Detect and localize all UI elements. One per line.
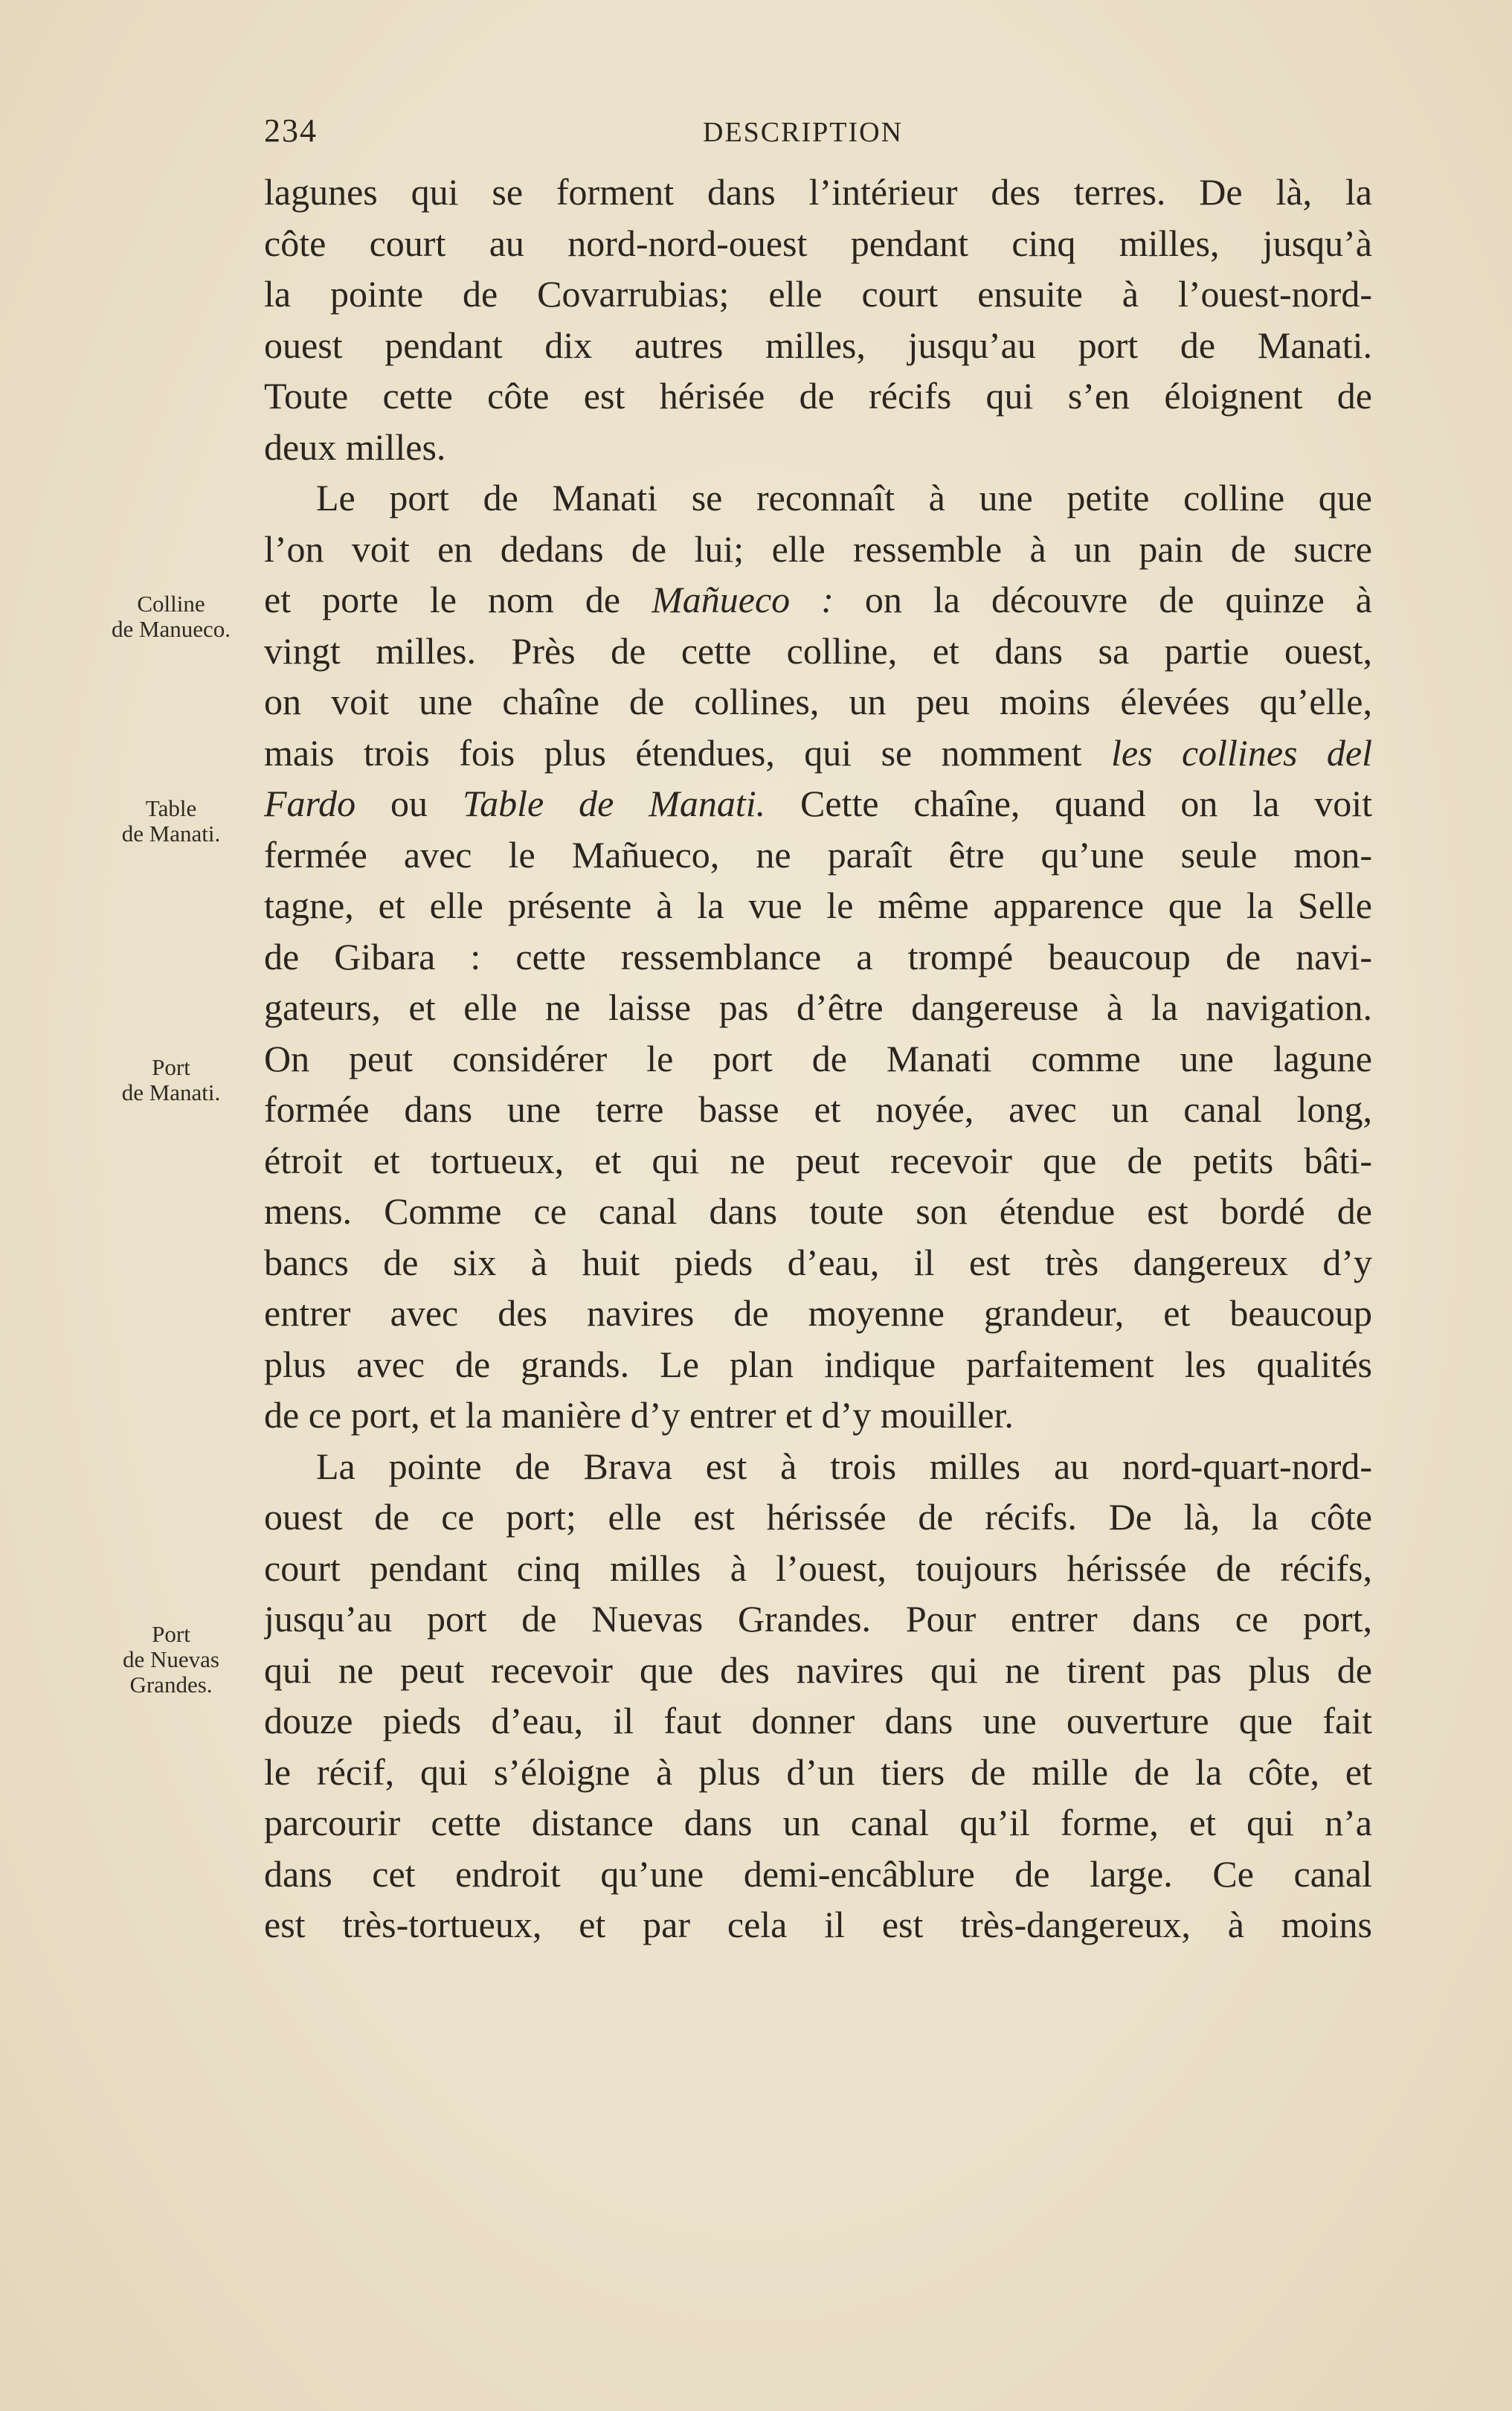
margin-note-port-manati — [89, 1055, 253, 1105]
text-line-mixed — [264, 574, 1372, 626]
text-line: douze pieds d’eau, il faut donner dans une ouverture que fait — [264, 1700, 1372, 1741]
text-line: qui ne peut recevoir que des navires qui ne tirent pas plus de — [264, 1648, 1372, 1691]
text-line: Toute cette côte est hérisée de récifs qui s’en éloignent de — [264, 375, 1372, 417]
text-line-mixed — [264, 728, 1372, 779]
text-segment: on la découvre de quinze à — [833, 579, 1372, 620]
text-line: La pointe de Brava est à trois milles au nord-quart-nord- — [316, 1445, 1372, 1487]
text-line: formée dans une terre basse et noyée, avec un canal long, — [264, 1088, 1372, 1130]
page-number: 234 — [264, 112, 318, 149]
margin-note-port-nuevas-grandes — [89, 1622, 253, 1698]
text-line: gateurs, et elle ne laisse pas d’être dangereuse à la navigation. — [264, 986, 1372, 1028]
margin-note-line: de Manati. — [121, 821, 221, 847]
margin-note-line: Grandes. — [129, 1672, 213, 1698]
margin-note-table — [89, 796, 253, 847]
margin-note-line: de Nuevas — [123, 1646, 219, 1672]
text-line-mixed — [264, 778, 1372, 829]
margin-note-line: Table — [145, 795, 197, 821]
italic-term: Mañueco : — [652, 579, 834, 620]
text-line: de Gibara : cette ressemblance a trompé beaucoup de navi- — [264, 935, 1372, 977]
text-line: on voit une chaîne de collines, un peu moins élevées qu’elle, — [264, 681, 1372, 722]
text-segment: Cette chaîne, quand on la voit — [765, 783, 1372, 824]
text-line: le récif, qui s’éloigne à plus d’un tiers de mille de la côte, et — [264, 1750, 1372, 1793]
margin-note-line: de Manati. — [121, 1079, 221, 1105]
margin-note-line: Colline — [137, 591, 205, 617]
text-line: ouest de ce port; elle est hérissée de récifs. De là, la côte — [264, 1496, 1372, 1538]
italic-term: Table de Manati. — [462, 783, 766, 824]
text-line: On peut considérer le port de Manati comme une lagune — [264, 1037, 1372, 1079]
text-line: lagunes qui se forment dans l’intérieur des terres. De là, la — [264, 171, 1372, 213]
text-line: de ce port, et la manière d’y entrer et d’y mouiller. — [264, 1394, 1014, 1436]
text-line: ouest pendant dix autres milles, jusqu’au port de Manati. — [264, 324, 1372, 366]
text-segment: mais trois fois plus étendues, qui se nomment — [264, 731, 1111, 774]
margin-note-colline — [89, 591, 253, 642]
text-line: côte court au nord-nord-ouest pendant cinq milles, jusqu’à — [264, 222, 1372, 264]
body-text — [264, 167, 1372, 1951]
text-line: entrer avec des navires de moyenne grandeur, et beaucoup — [264, 1292, 1372, 1334]
margin-note-line: de Manueco. — [111, 616, 231, 642]
text-line: étroit et tortueux, et qui ne peut recevoir que de petits bâti- — [264, 1139, 1372, 1181]
text-line: parcourir cette distance dans un canal qu’il forme, et qui n’a — [264, 1802, 1372, 1843]
text-line: dans cet endroit qu’une demi-encâblure de large. Ce canal — [264, 1852, 1372, 1895]
margin-note-line: Port — [152, 1621, 190, 1647]
text-segment: ou — [356, 783, 463, 824]
text-line: jusqu’au port de Nuevas Grandes. Pour entrer dans ce port, — [264, 1598, 1372, 1640]
text-line: plus avec de grands. Le plan indique parfaitement les qualités — [264, 1343, 1372, 1385]
margin-note-line: Port — [152, 1054, 190, 1080]
italic-term: Fardo — [264, 783, 356, 824]
text-line: fermée avec le Mañueco, ne paraît être qu’une seule mon- — [264, 833, 1372, 876]
text-line: est très-tortueux, et par cela il est très-dangereux, à moins — [264, 1904, 1372, 1945]
page-header — [264, 112, 1372, 164]
text-line: bancs de six à huit pieds d’eau, il est très dangereux d’y — [264, 1241, 1372, 1283]
text-line: l’on voit en dedans de lui; elle ressemble à un pain de sucre — [264, 527, 1372, 570]
running-title: DESCRIPTION — [703, 117, 904, 148]
text-segment: et porte le nom de — [264, 579, 652, 620]
text-line: deux milles. — [264, 426, 446, 468]
italic-term: les collines del — [1110, 731, 1372, 774]
text-line: Le port de Manati se reconnaît à une petite colline que — [316, 477, 1372, 519]
text-line: mens. Comme ce canal dans toute son étendue est bordé de — [264, 1190, 1372, 1232]
text-line: court pendant cinq milles à l’ouest, toujours hérissée de récifs, — [264, 1547, 1372, 1589]
text-line: tagne, et elle présente à la vue le même apparence que la Selle — [264, 885, 1372, 926]
text-line: la pointe de Covarrubias; elle court ensuite à l’ouest-nord- — [264, 273, 1372, 315]
text-line: vingt milles. Près de cette colline, et dans sa partie ouest, — [264, 629, 1372, 672]
